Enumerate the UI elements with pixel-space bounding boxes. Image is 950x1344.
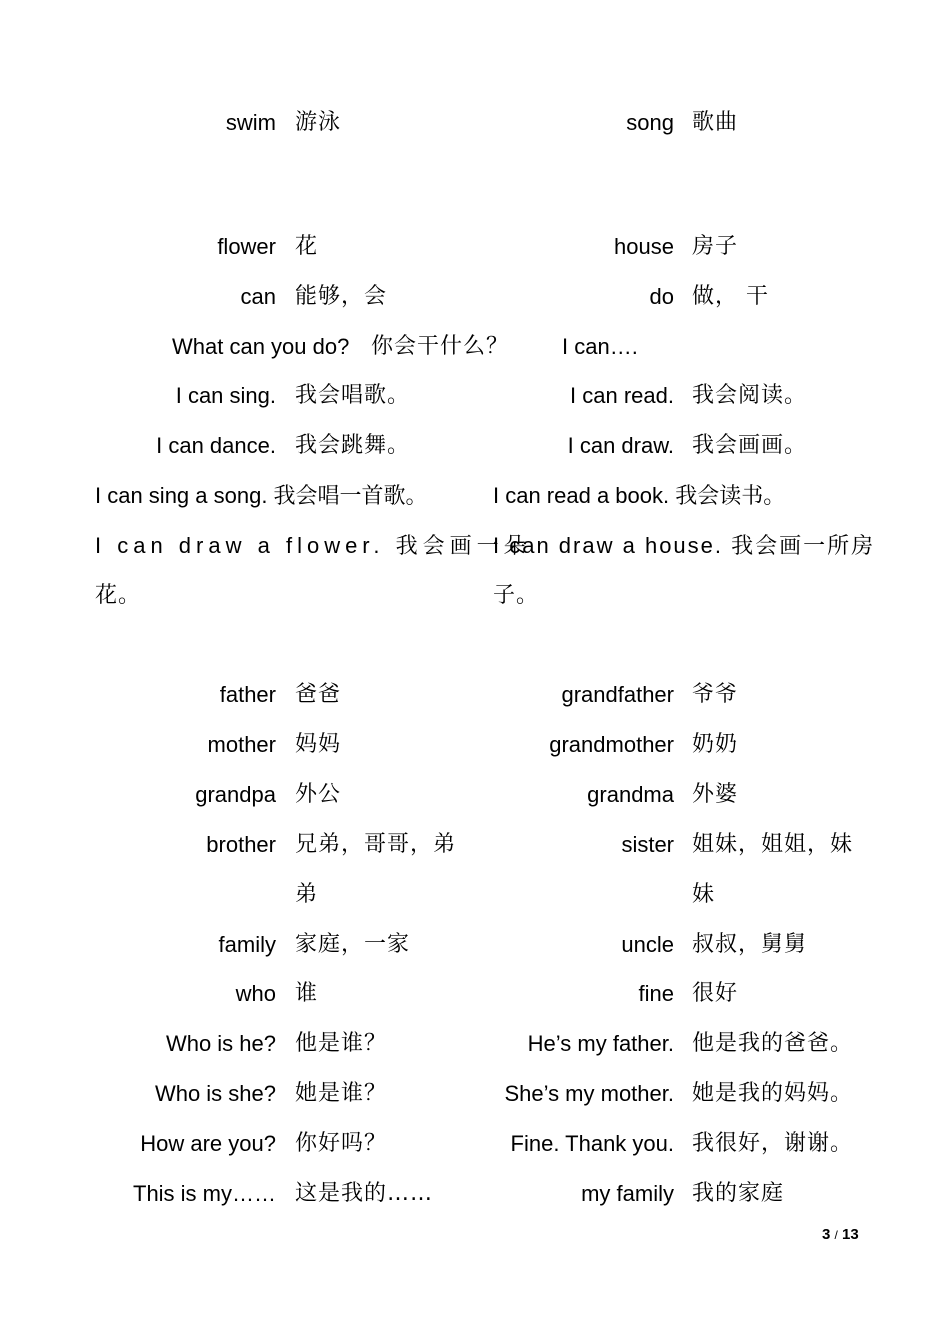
left-chinese: 妈妈 [295, 732, 342, 757]
right-chinese: 我会阅读。 [692, 383, 808, 408]
right-english: I can read. [570, 383, 674, 408]
left-english: How are you? [140, 1131, 276, 1156]
right-chinese: 叔叔，舅舅 [692, 932, 808, 957]
right-english: song [626, 110, 674, 135]
left-chinese: 家庭，一家 [295, 932, 411, 957]
page-total: 13 [842, 1226, 859, 1243]
right-chinese: 我会画画。 [692, 433, 808, 458]
right-chinese: 奶奶 [692, 732, 739, 757]
right-chinese: 爷爷 [692, 682, 739, 707]
right-chinese: 她是我的妈妈。 [692, 1081, 854, 1106]
left-english: brother [206, 832, 276, 857]
right-chinese: 歌曲 [692, 110, 739, 135]
left-english: flower [217, 234, 276, 259]
left-english: can [240, 284, 276, 309]
left-chinese: 外公 [295, 782, 342, 807]
question-chinese: 你会干什么？ [371, 334, 510, 359]
left-chinese: 你好吗？ [295, 1131, 388, 1156]
page-current: 3 [822, 1226, 831, 1243]
left-english: mother [207, 732, 276, 757]
right-chinese: 我的家庭 [692, 1181, 785, 1206]
sentence-draw-house: I can draw a house. 我会画一所房 [493, 533, 876, 558]
right-chinese: 外婆 [692, 782, 739, 807]
left-english: father [219, 682, 276, 707]
right-english: my family [581, 1181, 674, 1206]
left-chinese: 我会跳舞。 [295, 433, 411, 458]
right-english: I can draw. [567, 433, 674, 458]
left-chinese: 谁 [295, 981, 319, 1006]
right-english: He’s my father. [527, 1031, 674, 1056]
right-chinese: 房子 [692, 234, 739, 259]
page-separator: / [834, 1228, 838, 1242]
right-chinese: 我很好，谢谢。 [692, 1131, 854, 1156]
right-chinese: 他是我的爸爸。 [692, 1031, 854, 1056]
left-english: Who is he? [165, 1031, 276, 1056]
right-english: Fine. Thank you. [510, 1131, 674, 1156]
sentence-draw-flower-cont: 花。 [95, 583, 142, 608]
left-chinese: 她是谁？ [295, 1081, 388, 1106]
right-english: grandmother [549, 732, 674, 757]
left-english: swim [225, 110, 276, 135]
left-english: I can dance. [156, 433, 276, 458]
right-english: house [614, 234, 674, 259]
right-chinese: 姐妹，姐姐，妹 [692, 832, 854, 857]
left-chinese: 弟 [295, 882, 319, 907]
left-chinese: 游泳 [295, 110, 342, 135]
left-chinese: 兄弟，哥哥，弟 [295, 832, 457, 857]
left-chinese: 爸爸 [295, 682, 342, 707]
right-chinese: 很好 [692, 981, 739, 1006]
right-english: grandfather [561, 682, 674, 707]
left-chinese: 我会唱歌。 [295, 383, 411, 408]
sentence-read-book: I can read a book. 我会读书。 [493, 483, 786, 508]
right-chinese: 做， 干 [692, 284, 769, 309]
sentence-draw-house-cont: 子。 [493, 583, 540, 608]
question-english: What can you do? [172, 334, 350, 359]
left-chinese: 花 [295, 234, 319, 259]
right-english: uncle [621, 932, 674, 957]
right-chinese: 妹 [692, 882, 716, 907]
left-english: Who is she? [154, 1081, 276, 1106]
page-number [822, 1226, 859, 1243]
left-english: family [218, 932, 276, 957]
left-chinese: 他是谁？ [295, 1031, 388, 1056]
sentence-sing-song: I can sing a song. 我会唱一首歌。 [95, 483, 428, 508]
right-english: fine [638, 981, 674, 1006]
left-english: I can sing. [175, 383, 276, 408]
right-english: sister [621, 832, 674, 857]
answer-prompt: I can…. [562, 334, 638, 359]
right-english: She’s my mother. [504, 1081, 674, 1106]
left-english: This is my…… [133, 1181, 276, 1206]
left-chinese: 能够，会 [295, 284, 388, 309]
right-english: grandma [587, 782, 674, 807]
right-english: do [649, 284, 674, 309]
left-english: who [235, 981, 276, 1006]
left-english: grandpa [195, 782, 276, 807]
sentence-draw-flower: I can draw a flower. 我会画一朵 [95, 533, 531, 558]
left-chinese: 这是我的…… [295, 1181, 434, 1206]
